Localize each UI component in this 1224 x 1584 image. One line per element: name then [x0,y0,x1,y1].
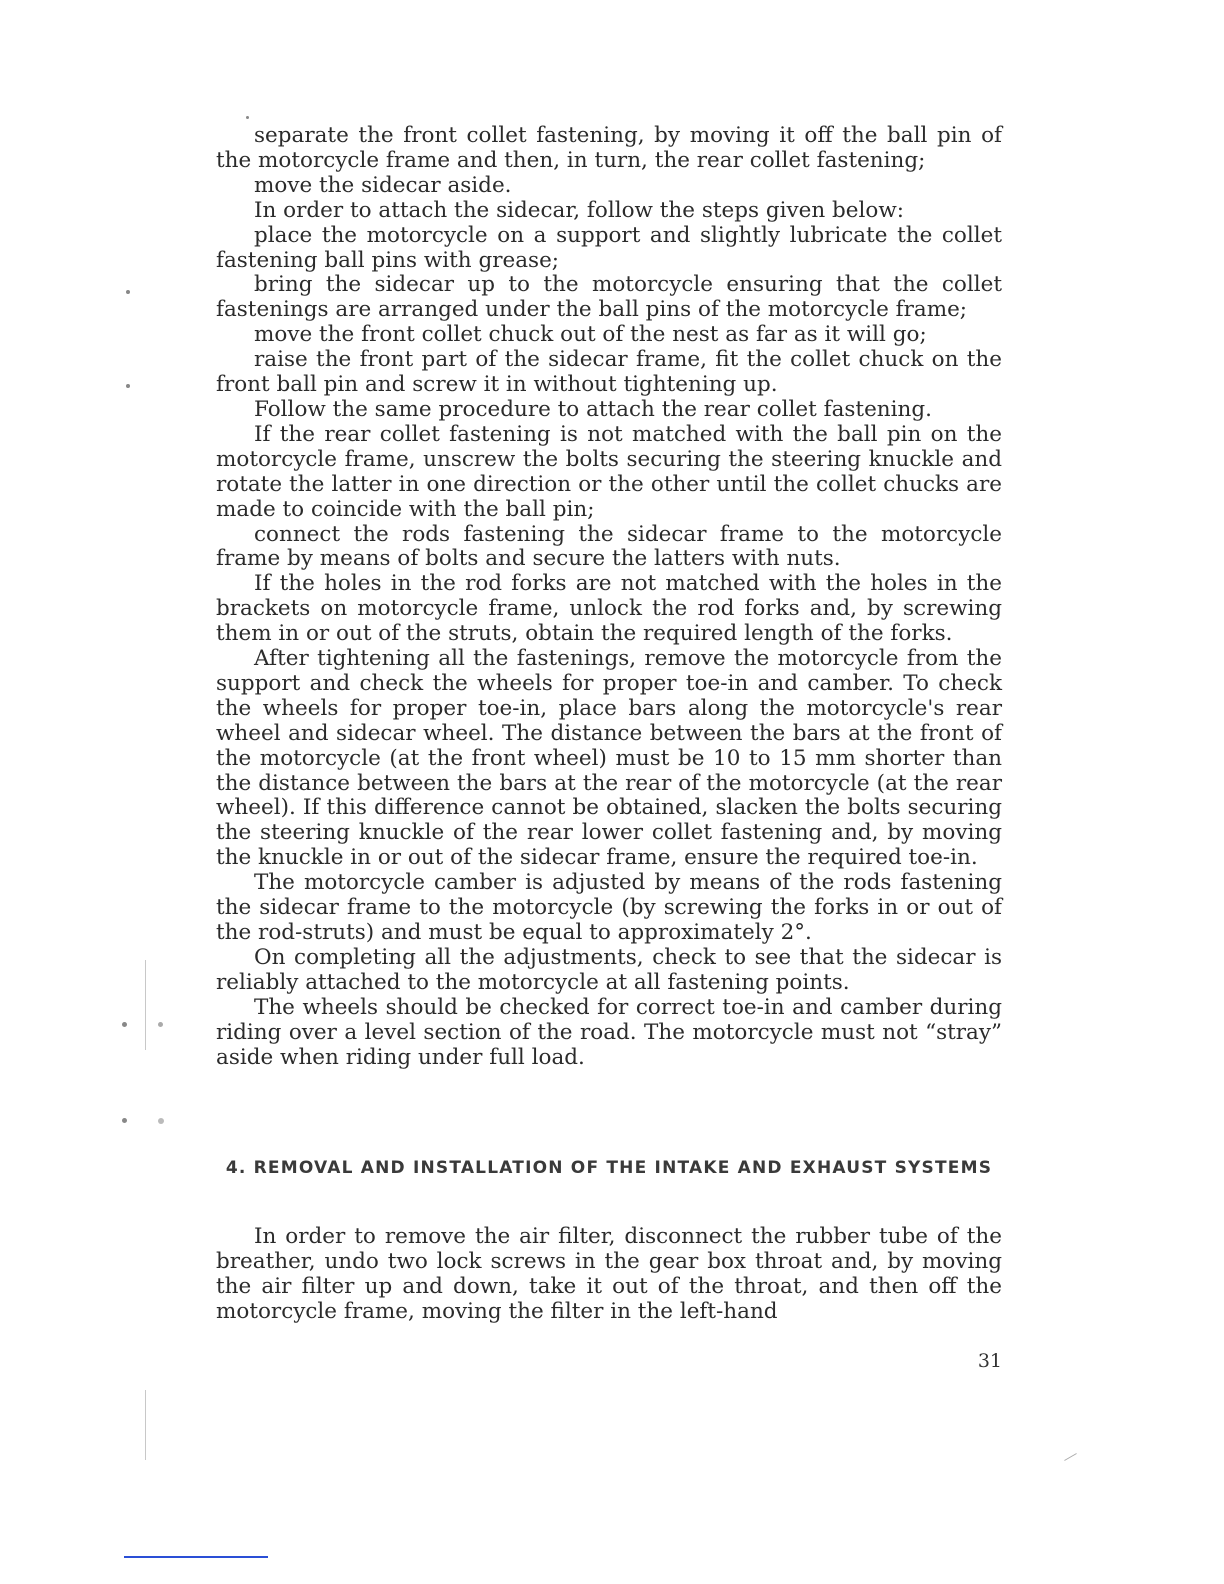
scan-speck [122,1118,127,1123]
paragraph: connect the rods fastening the sidecar frame to the motorcycle frame by means of bolts and secure the latters with nuts. [216,521,1002,572]
paragraph: After tightening all the fastenings, remove the motorcycle from the support and check the wheels for proper toe-in and camber. To check the wheels for proper toe-in, place bars along the motorcycle's rear wheel and sidecar wheel. The distance between the bars at the front of the motorcycle (at the front wheel) must be 10 to 15 mm shorter than the distance between the bars at the rear of the motorcycle (at the rear wheel). If this difference cannot be obtained, slacken the bolts securing the steering knuckle of the rear lower collet fastening and, by moving the knuckle in or out of the sidecar frame, ensure the required toe-in. [216,646,1002,871]
paragraph: move the sidecar aside. [254,172,512,198]
scan-speck [246,116,249,119]
scan-speck [122,1022,127,1027]
scan-edge-line [1064,1453,1077,1461]
paragraph: If the holes in the rod forks are not matched with the holes in the brackets on motorcycle frame, unlock the rod forks and, by screwing them in or out of the struts, obtain the required length of the forks. [216,571,1002,647]
section-heading: 4. REMOVAL AND INSTALLATION OF THE INTAKE AND EXHAUST SYSTEMS [225,1158,993,1178]
body-text [216,124,1002,1070]
paragraph: The motorcycle camber is adjusted by means of the rods fastening the sidecar frame to the motorcycle (by screwing the forks in or out of the rod-struts) and must be equal to approximately 2°. [216,870,1002,945]
paragraph: In order to remove the air filter, disconnect the rubber tube of the breather, undo two lock screws in the gear box throat and, by moving the air filter up and down, take it out of the throat, and then off the motorcycle frame, moving the filter in the left-hand [216,1224,1002,1324]
paragraph: Follow the same procedure to attach the rear collet fastening. [254,396,932,422]
paragraph: If the rear collet fastening is not matched with the ball pin on the motorcycle frame, unscrew the bolts securing the steering knuckle and rotate the latter in one direction or the other until the collet chucks are made to coincide with the ball pin; [216,421,1002,522]
scan-speck [126,384,130,388]
scan-speck [126,290,130,294]
paragraph: On completing all the adjustments, check to see that the sidecar is reliably attached to the motorcycle at all fastening points. [216,944,1002,995]
scan-speck [158,1118,164,1124]
scan-edge-line [145,1390,146,1460]
scan-edge-line [145,960,146,1050]
scan-speck [158,1022,163,1027]
paragraph: bring the sidecar up to the motorcycle ensuring that the collet fastenings are arranged under the ball pins of the motorcycle frame; [216,272,1002,323]
paragraph: The wheels should be checked for correct toe-in and camber during riding over a level section of the road. The motorcycle must not “stray” aside when riding under full load. [216,994,1002,1070]
scan-edge-underline [124,1556,268,1558]
paragraph: place the motorcycle on a support and slightly lubricate the collet fastening ball pins with grease; [216,222,1002,273]
paragraph: separate the front collet fastening, by moving it off the ball pin of the motorcycle frame and then, in turn, the rear collet fastening; [216,123,1002,173]
paragraph: move the front collet chuck out of the nest as far as it will go; [254,322,927,348]
page-number: 31 [977,1350,1002,1372]
section-body [216,1225,1002,1325]
paragraph: raise the front part of the sidecar frame, fit the collet chuck on the front ball pin and screw it in without tightening up. [216,347,1002,398]
paragraph: In order to attach the sidecar, follow the steps given below: [254,197,904,223]
